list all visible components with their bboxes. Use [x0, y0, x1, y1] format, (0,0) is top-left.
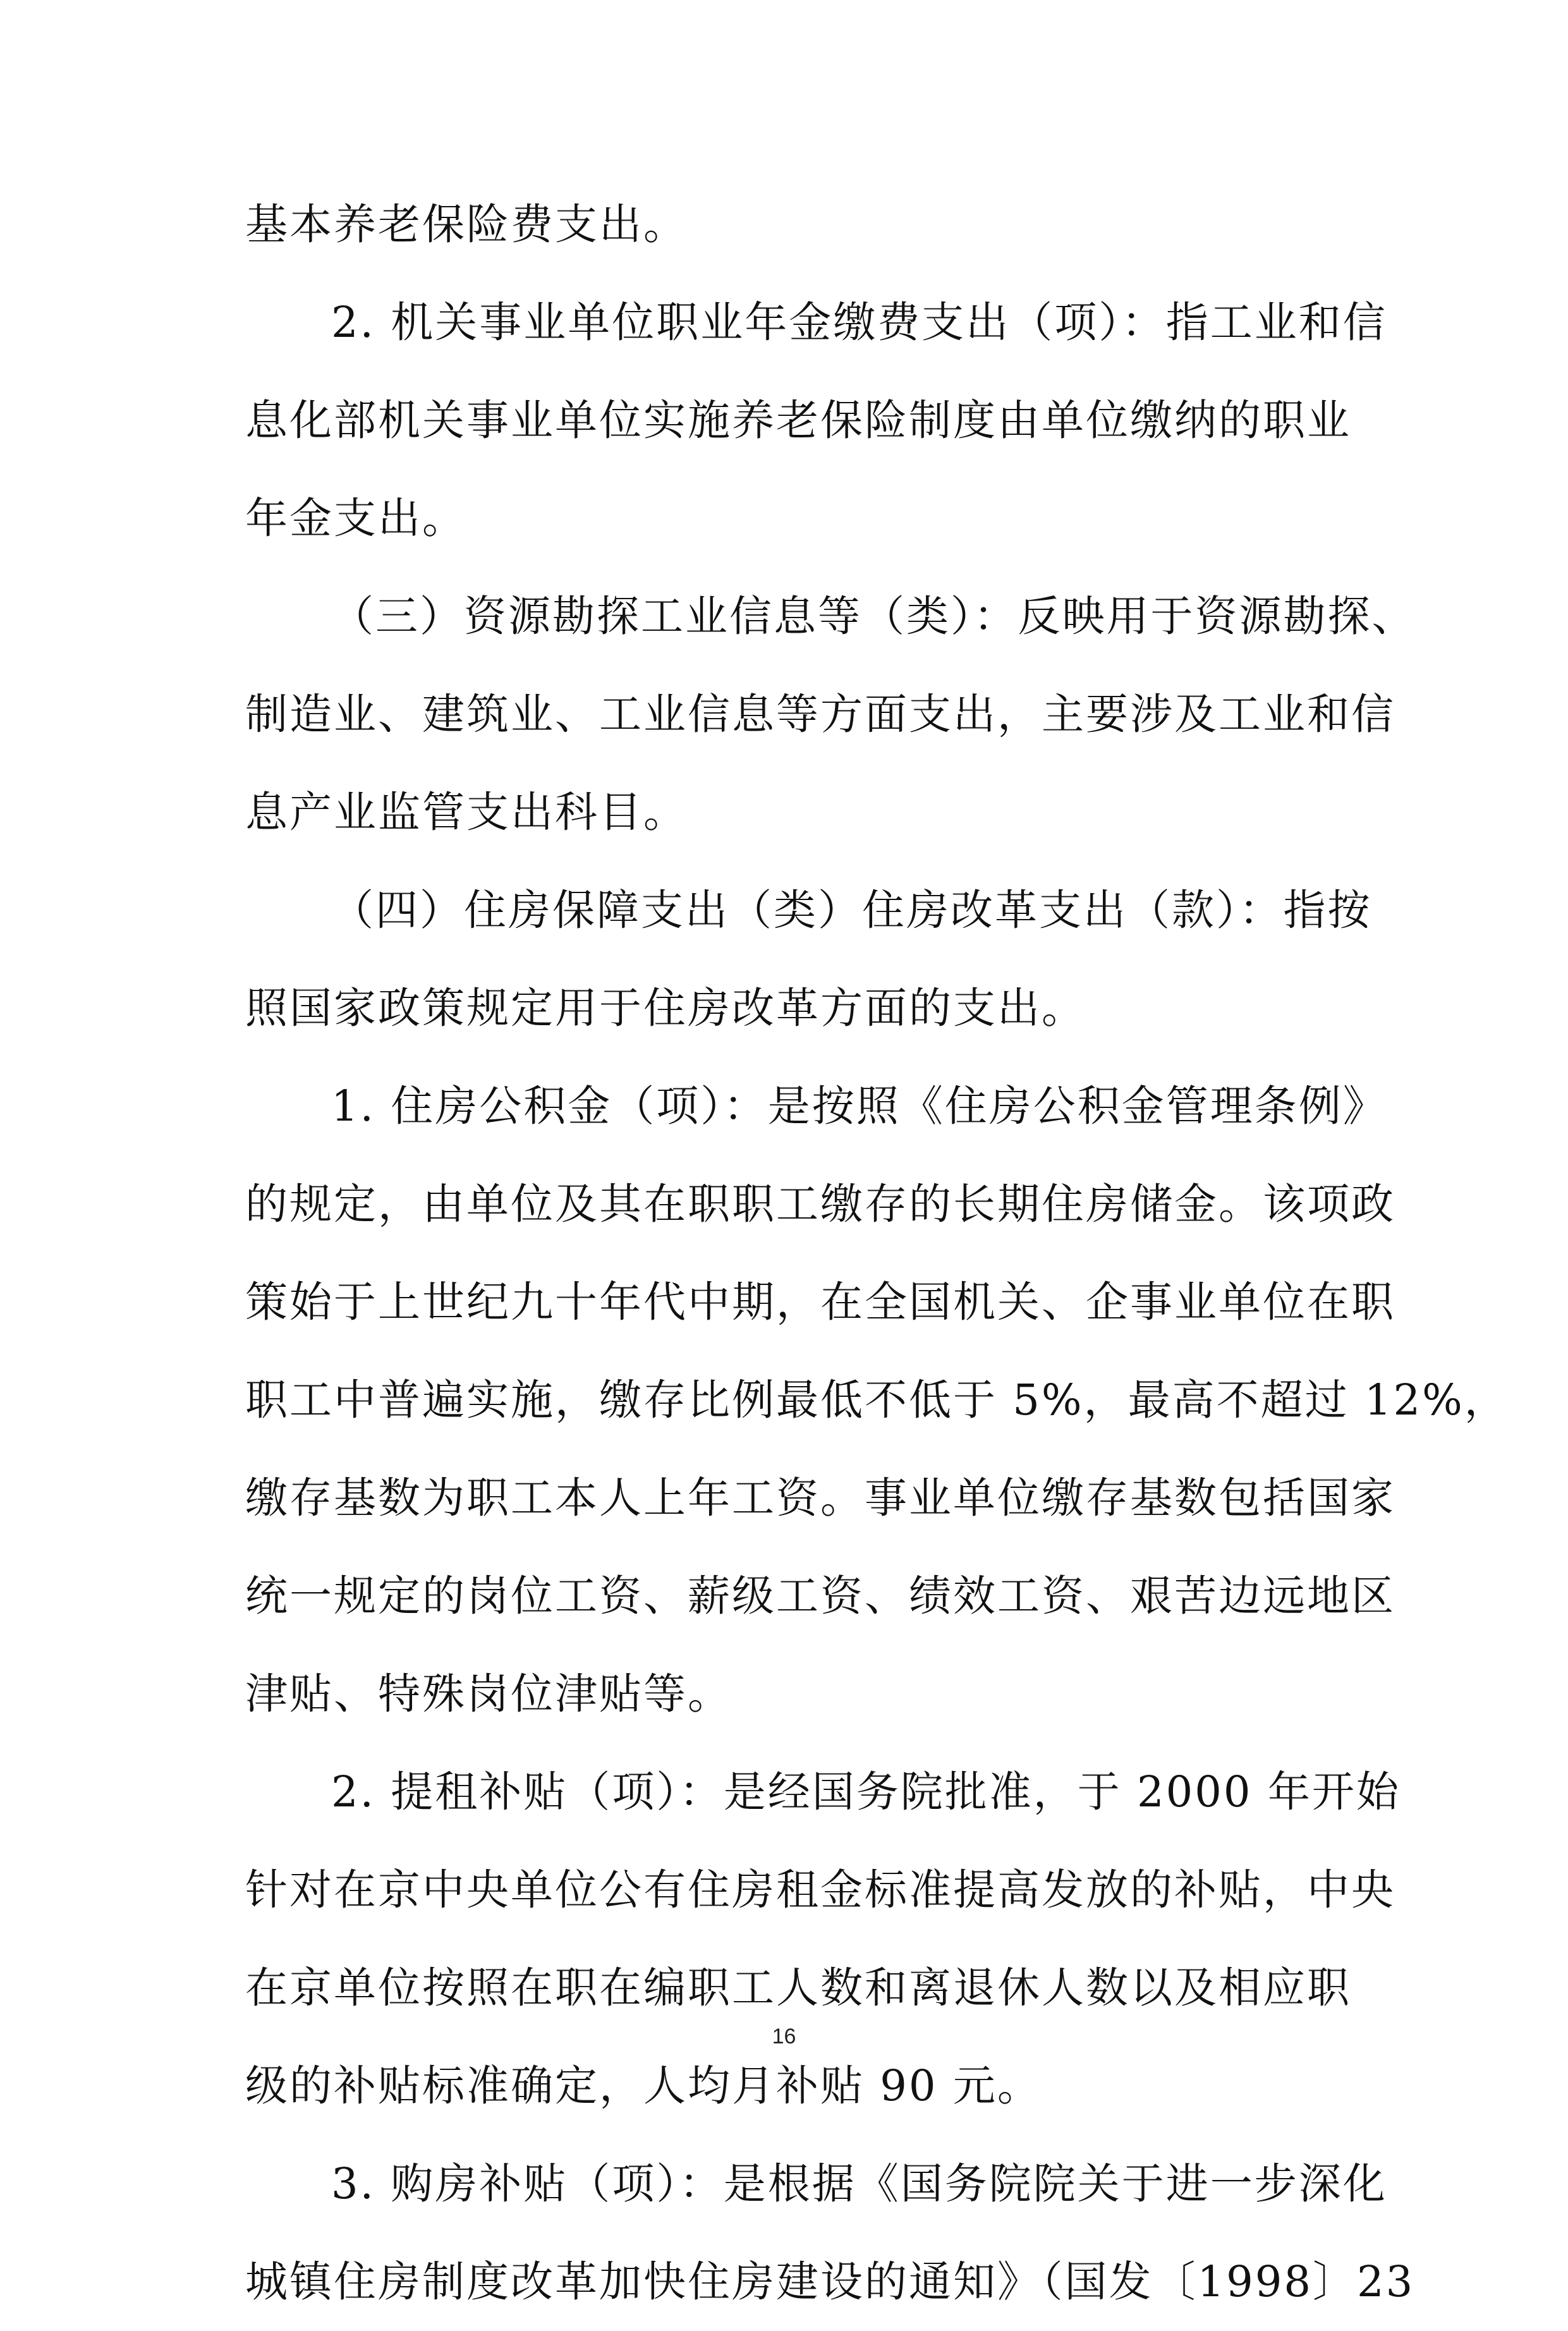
text-line: 基本养老保险费支出。	[245, 200, 688, 249]
text-line: 息化部机关事业单位实施养老保险制度由单位缴纳的职业	[245, 396, 1351, 445]
text-line: 2. 机关事业单位职业年金缴费支出（项）：指工业和信	[331, 298, 1387, 347]
text-line: 在京单位按照在职在编职工人数和离退休人数以及相应职	[245, 1963, 1351, 2012]
text-line: 职工中普遍实施，缴存比例最低不低于 5%，最高不超过 12%，	[245, 1375, 1509, 1425]
text-line: 级的补贴标准确定，人均月补贴 90 元。	[245, 2061, 1042, 2110]
text-line: 的规定，由单位及其在职职工缴存的长期住房储金。该项政	[245, 1179, 1395, 1229]
text-line: 2. 提租补贴（项）：是经国务院批准，于 2000 年开始	[331, 1767, 1401, 1817]
text-line: 1. 住房公积金（项）：是按照《住房公积金管理条例》	[331, 1081, 1387, 1131]
body-text	[245, 176, 1509, 2331]
text-line: 年金支出。	[245, 494, 466, 543]
text-line: 息产业监管支出科目。	[245, 788, 688, 837]
text-line: 针对在京中央单位公有住房租金标准提高发放的补贴，中央	[245, 1865, 1395, 1914]
text-line: 缴存基数为职工本人上年工资。事业单位缴存基数包括国家	[245, 1473, 1395, 1523]
text-line: 制造业、建筑业、工业信息等方面支出，主要涉及工业和信	[245, 690, 1395, 739]
text-line: 3. 购房补贴（项）：是根据《国务院院关于进一步深化	[331, 2159, 1387, 2208]
text-line: 策始于上世纪九十年代中期，在全国机关、企事业单位在职	[245, 1277, 1395, 1327]
page-number: 16	[772, 2024, 796, 2048]
text-line: 照国家政策规定用于住房改革方面的支出。	[245, 983, 1086, 1033]
text-line: 城镇住房制度改革加快住房建设的通知》（国发〔1998〕23	[245, 2257, 1415, 2306]
text-line: （四）住房保障支出（类）住房改革支出（款）：指按	[331, 886, 1372, 935]
text-line: （三）资源勘探工业信息等（类）：反映用于资源勘探、	[331, 592, 1416, 641]
text-line: 统一规定的岗位工资、薪级工资、绩效工资、艰苦边远地区	[245, 1571, 1395, 1621]
text-line: 津贴、特殊岗位津贴等。	[245, 1669, 732, 1719]
